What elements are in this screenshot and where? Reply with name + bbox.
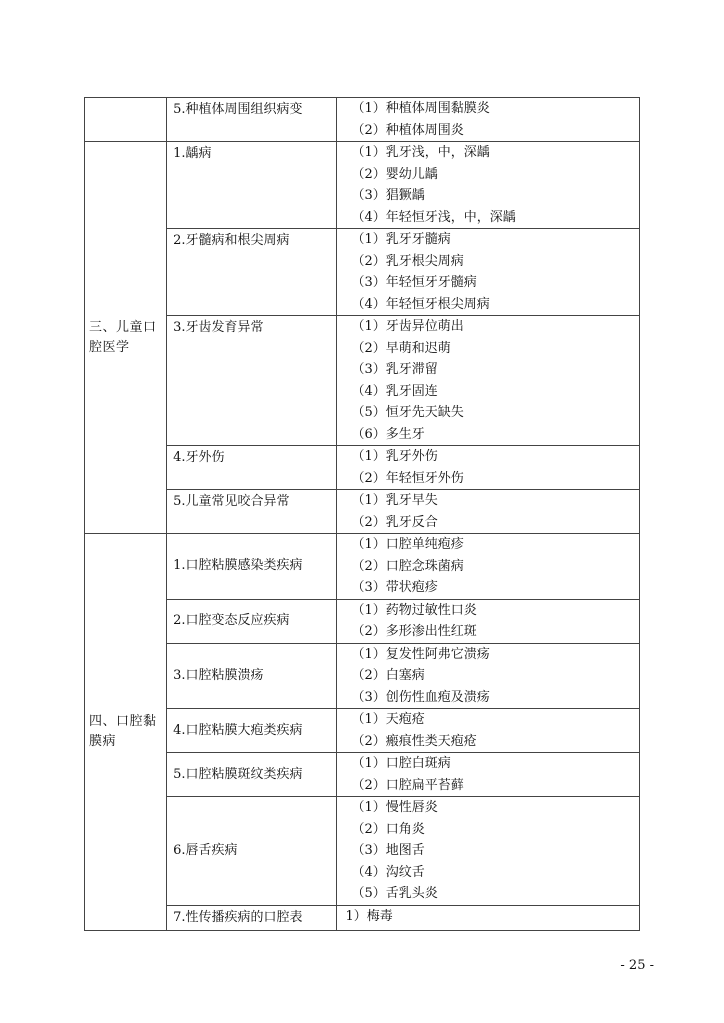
topic-label: 7.性传播疾病的口腔表	[173, 909, 303, 925]
list-item: （1）口腔单纯疱疹	[351, 537, 464, 552]
topic-cell	[167, 797, 337, 906]
list-item: （1）乳牙牙髓病	[351, 232, 451, 247]
table-row	[85, 142, 640, 229]
list-item: （4）乳牙固连	[351, 383, 438, 399]
table-row	[85, 446, 640, 490]
list-item: （1）种植体周围黏膜炎	[351, 101, 490, 116]
list-item: （3）乳牙滞留	[351, 362, 438, 377]
topic-cell	[167, 643, 337, 709]
table-row	[85, 797, 640, 906]
list-item: 1）梅毒	[345, 908, 393, 924]
list-item: （1）牙齿异位萌出	[351, 319, 464, 334]
list-item: （4）年轻恒牙浅，中，深龋	[351, 209, 516, 225]
list-item: （1）乳牙外伤	[351, 449, 438, 464]
topic-label: 1.口腔粘膜感染类疾病	[173, 558, 303, 574]
topic-cell	[167, 229, 337, 316]
list-item: （2）白塞病	[351, 668, 425, 683]
page-number: - 25 -	[620, 958, 654, 973]
items-cell	[337, 316, 640, 446]
topic-cell	[167, 446, 337, 490]
list-item: （2）口腔扁平苔藓	[351, 777, 464, 793]
topic-label: 4.牙外伤	[173, 450, 225, 465]
topic-cell	[167, 490, 337, 534]
list-item: （1）口腔白斑病	[351, 756, 451, 771]
items-cell	[337, 797, 640, 906]
table-row	[85, 98, 640, 142]
list-item: （2）婴幼儿龋	[351, 166, 438, 182]
items-cell	[337, 753, 640, 797]
items-cell	[337, 490, 640, 534]
category-label: 四、口腔黏膜病	[89, 713, 157, 749]
list-item: （1）慢性唇炎	[351, 800, 438, 815]
list-item: （3）创伤性血疱及溃疡	[351, 689, 490, 705]
syllabus-table	[84, 97, 640, 931]
topic-label: 5.种植体周围组织病变	[173, 102, 303, 117]
items-cell	[337, 446, 640, 490]
items-cell	[337, 98, 640, 142]
list-item: （1）乳牙浅，中，深龋	[351, 145, 490, 160]
table-row	[85, 599, 640, 643]
table-row	[85, 753, 640, 797]
table-row	[85, 316, 640, 446]
topic-cell	[167, 534, 337, 600]
topic-cell	[167, 709, 337, 753]
list-item: （3）地图舌	[351, 843, 425, 858]
list-item: （3）带状疱疹	[351, 580, 438, 595]
topic-label: 4.口腔粘膜大疱类疾病	[173, 722, 303, 738]
list-item: （5）舌乳头炎	[351, 886, 438, 901]
list-item: （2）口角炎	[351, 821, 425, 837]
category-label: 三、儿童口腔医学	[89, 319, 157, 355]
list-item: （3）年轻恒牙牙髓病	[351, 275, 477, 290]
items-cell	[337, 643, 640, 709]
topic-cell	[167, 599, 337, 643]
list-item: （4）年轻恒牙根尖周病	[351, 296, 490, 312]
topic-label: 5.儿童常见咬合异常	[173, 494, 290, 509]
table-row	[85, 534, 640, 600]
items-cell	[337, 905, 640, 930]
list-item: （1）药物过敏性口炎	[351, 602, 477, 618]
topic-label: 6.唇舌疾病	[173, 842, 238, 858]
list-item: （2）口腔念珠菌病	[351, 558, 464, 574]
category-cell	[85, 534, 167, 931]
list-item: （2）乳牙反合	[351, 514, 438, 530]
list-item: （4）沟纹舌	[351, 864, 425, 880]
table-row	[85, 905, 640, 930]
list-item: （5）恒牙先天缺失	[351, 405, 464, 420]
items-cell	[337, 534, 640, 600]
topic-label: 3.牙齿发育异常	[173, 320, 264, 335]
items-cell	[337, 599, 640, 643]
topic-label: 2.牙髓病和根尖周病	[173, 233, 290, 248]
category-cell	[85, 98, 167, 142]
table-row	[85, 709, 640, 753]
list-item: （3）猖獗龋	[351, 188, 425, 203]
list-item: （2）种植体周围炎	[351, 122, 464, 138]
list-item: （1）天疱疮	[351, 712, 425, 727]
topic-cell	[167, 905, 337, 930]
list-item: （2）乳牙根尖周病	[351, 253, 464, 269]
topic-cell	[167, 142, 337, 229]
items-cell	[337, 229, 640, 316]
topic-cell	[167, 98, 337, 142]
list-item: （2）多形渗出性红斑	[351, 624, 477, 639]
list-item: （1）复发性阿弗它溃疡	[351, 646, 490, 662]
category-cell	[85, 142, 167, 534]
table-body	[85, 98, 640, 931]
topic-label: 1.龋病	[173, 146, 212, 161]
items-cell	[337, 709, 640, 753]
list-item: （2）早萌和迟萌	[351, 340, 451, 356]
items-cell	[337, 142, 640, 229]
list-item: （2）年轻恒牙外伤	[351, 470, 464, 486]
topic-label: 2.口腔变态反应疾病	[173, 613, 290, 628]
topic-label: 3.口腔粘膜溃疡	[173, 667, 264, 683]
topic-label: 5.口腔粘膜斑纹类疾病	[173, 766, 303, 782]
list-item: （6）多生牙	[351, 426, 425, 442]
list-item: （2）瘢痕性类天疱疮	[351, 733, 477, 749]
topic-cell	[167, 316, 337, 446]
list-item: （1）乳牙早失	[351, 493, 438, 508]
table-row	[85, 229, 640, 316]
table-row	[85, 643, 640, 709]
table-row	[85, 490, 640, 534]
topic-cell	[167, 753, 337, 797]
